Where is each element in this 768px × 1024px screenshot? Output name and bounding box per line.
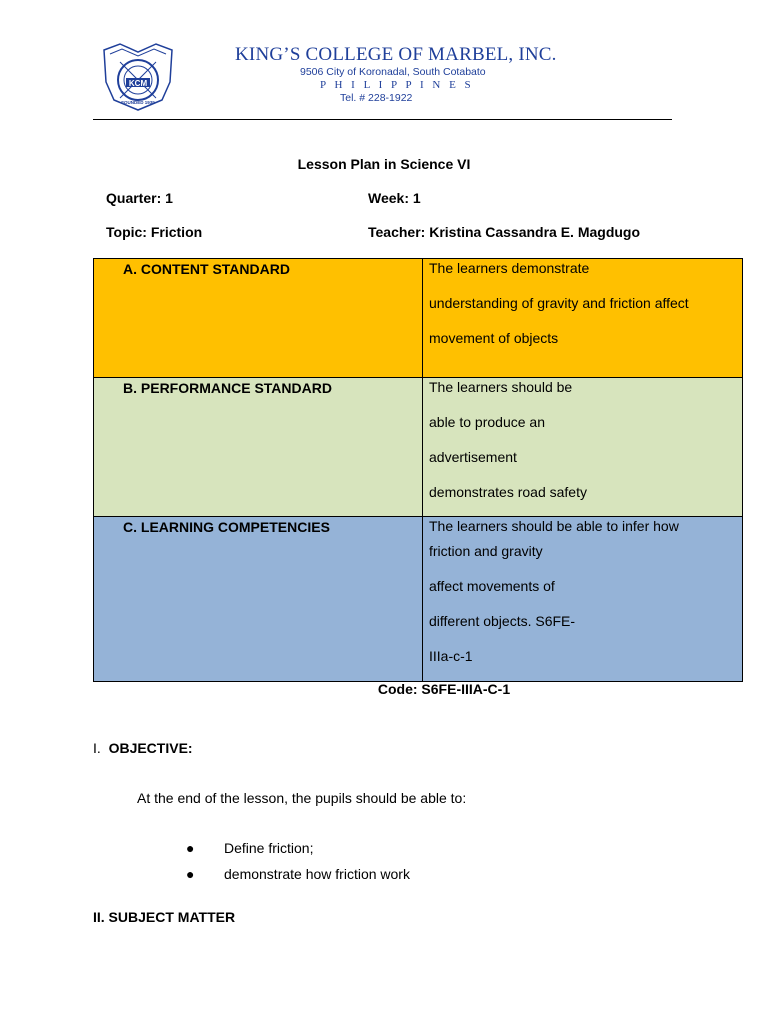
learning-competencies-line: friction and gravity — [429, 543, 543, 559]
school-seal-icon — [100, 42, 176, 112]
learning-competencies-line: different objects. S6FE- — [429, 613, 576, 629]
standards-table — [93, 258, 743, 682]
content-standard-line: understanding of gravity and friction affect — [429, 295, 689, 311]
lesson-plan-title: Lesson Plan in Science VI — [297, 156, 471, 172]
teacher-label: Teacher: Kristina Cassandra E. Magdugo — [368, 224, 641, 240]
school-address: 9506 City of Koronadal, South Cotabato — [300, 66, 486, 78]
competency-code: Code: S6FE-IIIA-C-1 — [377, 681, 511, 697]
svg-text:KCM: KCM — [128, 79, 148, 88]
bullet-icon: ● — [186, 840, 195, 856]
list-item-text: Define friction; — [224, 840, 314, 856]
objective-heading — [93, 740, 193, 756]
svg-text:FOUNDED 1939: FOUNDED 1939 — [121, 100, 155, 105]
week-label: Week: 1 — [368, 190, 421, 206]
learning-competencies-line: The learners should be able to infer how — [429, 518, 679, 534]
school-telephone: Tel. # 228-1922 — [340, 92, 413, 104]
performance-standard-line: The learners should be — [429, 379, 573, 395]
content-standard-line: The learners demonstrate — [429, 260, 590, 276]
learning-competencies-row — [94, 517, 743, 682]
content-standard-line: movement of objects — [429, 330, 559, 346]
school-name: KING’S COLLEGE OF MARBEL, INC. — [235, 44, 557, 65]
learning-competencies-value — [423, 517, 743, 682]
performance-standard-label: B. PERFORMANCE STANDARD — [94, 378, 423, 517]
list-item-text: demonstrate how friction work — [224, 866, 410, 882]
topic-label: Topic: Friction — [106, 224, 203, 240]
content-standard-row — [94, 259, 743, 378]
performance-standard-line: demonstrates road safety — [429, 484, 587, 500]
content-standard-value — [423, 259, 743, 378]
letterhead — [0, 0, 768, 125]
quarter-label: Quarter: 1 — [106, 190, 173, 206]
learning-competencies-line: IIIa-c-1 — [429, 648, 473, 664]
performance-standard-line: advertisement — [429, 449, 517, 465]
performance-standard-line: able to produce an — [429, 414, 545, 430]
learning-competencies-label: C. LEARNING COMPETENCIES — [94, 517, 423, 682]
school-country: P H I L I P P I N E S — [320, 79, 474, 91]
list-item — [186, 866, 410, 882]
objective-title: OBJECTIVE: — [108, 740, 193, 756]
performance-standard-value — [423, 378, 743, 517]
performance-standard-row — [94, 378, 743, 517]
bullet-icon: ● — [186, 866, 195, 882]
section-number: I. — [93, 740, 101, 756]
learning-competencies-line: affect movements of — [429, 578, 555, 594]
list-item — [186, 840, 313, 856]
header-divider — [93, 119, 672, 120]
objective-intro: At the end of the lesson, the pupils should be able to: — [137, 790, 467, 806]
content-standard-label: A. CONTENT STANDARD — [94, 259, 423, 378]
subject-matter-heading: II. SUBJECT MATTER — [93, 909, 236, 925]
